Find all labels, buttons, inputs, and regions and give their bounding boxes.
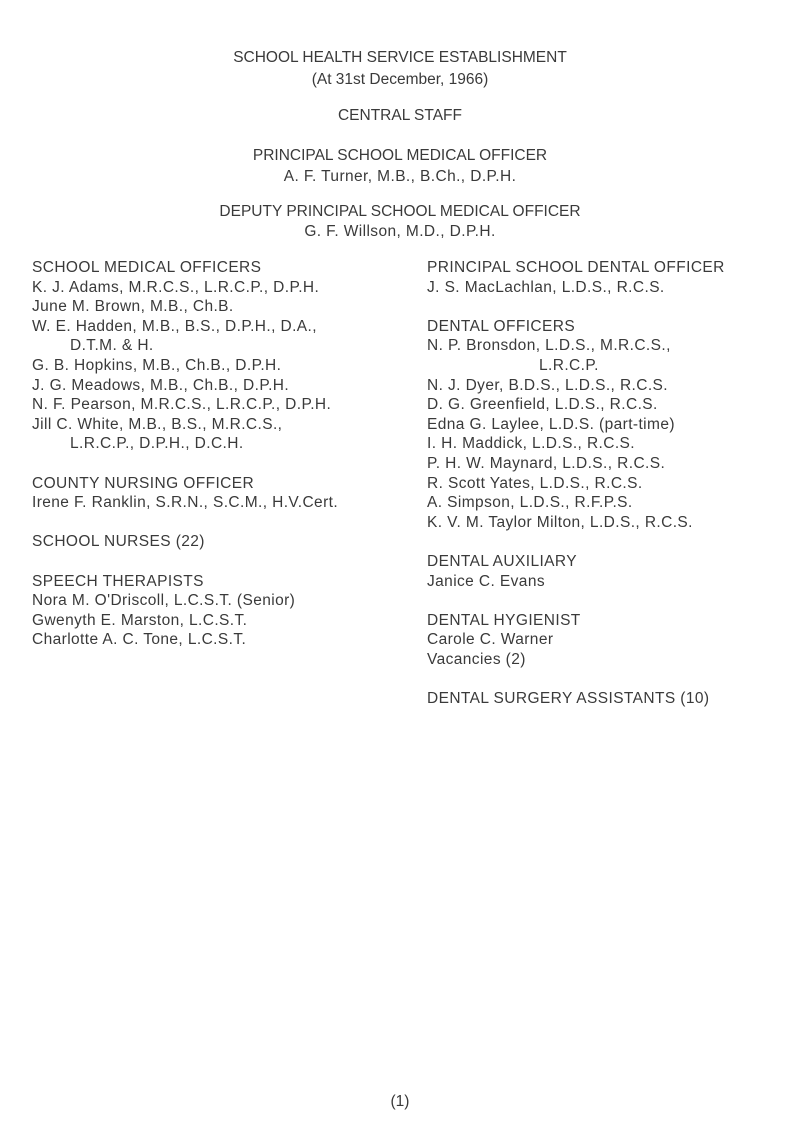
deputy-name: G. F. Willson, M.D., D.P.H. xyxy=(304,223,496,240)
speech-therapist: Nora M. O'Driscoll, L.C.S.T. (Senior) xyxy=(32,592,296,610)
smo-entry: G. B. Hopkins, M.B., Ch.B., D.P.H. xyxy=(32,356,282,374)
psdo-name: J. S. MacLachlan, L.D.S., R.C.S. xyxy=(427,278,665,296)
cno-name: Irene F. Ranklin, S.R.N., S.C.M., H.V.Cert. xyxy=(32,494,339,512)
pmo-name: A. F. Turner, M.B., B.Ch., D.P.H. xyxy=(283,168,517,185)
smo-heading: SCHOOL MEDICAL OFFICERS xyxy=(32,259,262,276)
cno-heading: COUNTY NURSING OFFICER xyxy=(32,474,255,492)
document-title: SCHOOL HEALTH SERVICE ESTABLISHMENT xyxy=(233,49,567,66)
dental-officer: A. Simpson, L.D.S., R.F.P.S. xyxy=(427,494,633,512)
dental-surgery-assistants: DENTAL SURGERY ASSISTANTS (10) xyxy=(427,690,710,708)
dental-officer: K. V. M. Taylor Milton, L.D.S., R.C.S. xyxy=(427,513,693,531)
dental-officer: N. P. Bronsdon, L.D.S., M.R.C.S., xyxy=(427,337,671,355)
deputy-heading: DEPUTY PRINCIPAL SCHOOL MEDICAL OFFICER xyxy=(219,203,581,220)
smo-entry: K. J. Adams, M.R.C.S., L.R.C.P., D.P.H. xyxy=(32,278,320,296)
dental-hygienist-entry: Vacancies (2) xyxy=(427,650,526,668)
page-number: (1) xyxy=(390,1093,410,1110)
smo-entry: Jill C. White, M.B., B.S., M.R.C.S., xyxy=(32,415,283,433)
pmo-heading: PRINCIPAL SCHOOL MEDICAL OFFICER xyxy=(252,147,548,164)
dental-officer: P. H. W. Maynard, L.D.S., R.C.S. xyxy=(427,454,666,472)
dental-officer: N. J. Dyer, B.D.S., L.D.S., R.C.S. xyxy=(427,376,668,394)
dental-officer: I. H. Maddick, L.D.S., R.C.S. xyxy=(427,435,635,453)
smo-entry: June M. Brown, M.B., Ch.B. xyxy=(32,298,234,316)
date-line: (At 31st December, 1966) xyxy=(311,71,489,88)
smo-entry: J. G. Meadows, M.B., Ch.B., D.P.H. xyxy=(32,376,290,394)
dental-auxiliary-name: Janice C. Evans xyxy=(427,572,545,590)
speech-therapist: Gwenyth E. Marston, L.C.S.T. xyxy=(32,611,248,629)
dental-hygienist-entry: Carole C. Warner xyxy=(427,631,554,649)
speech-therapist: Charlotte A. C. Tone, L.C.S.T. xyxy=(32,631,247,649)
dental-hygienist-heading: DENTAL HYGIENIST xyxy=(427,611,581,629)
dental-officer: Edna G. Laylee, L.D.S. (part-time) xyxy=(427,415,675,433)
school-nurses: SCHOOL NURSES (22) xyxy=(32,533,205,551)
smo-entry: W. E. Hadden, M.B., B.S., D.P.H., D.A., xyxy=(32,317,317,335)
smo-entry: N. F. Pearson, M.R.C.S., L.R.C.P., D.P.H. xyxy=(32,396,332,414)
psdo-heading: PRINCIPAL SCHOOL DENTAL OFFICER xyxy=(427,259,725,276)
smo-entry-continued: L.R.C.P., D.P.H., D.C.H. xyxy=(70,435,244,453)
speech-heading: SPEECH THERAPISTS xyxy=(32,572,204,590)
left-column xyxy=(32,258,338,650)
smo-entry-continued: D.T.M. & H. xyxy=(70,337,154,355)
dental-officer-continued: L.R.C.P. xyxy=(539,356,599,374)
dental-auxiliary-heading: DENTAL AUXILIARY xyxy=(427,552,577,570)
dental-officers-heading: DENTAL OFFICERS xyxy=(427,317,576,335)
dental-officer: R. Scott Yates, L.D.S., R.C.S. xyxy=(427,474,643,492)
right-column xyxy=(427,258,725,709)
section-heading: CENTRAL STAFF xyxy=(337,107,462,124)
dental-officer: D. G. Greenfield, L.D.S., R.C.S. xyxy=(427,396,658,414)
